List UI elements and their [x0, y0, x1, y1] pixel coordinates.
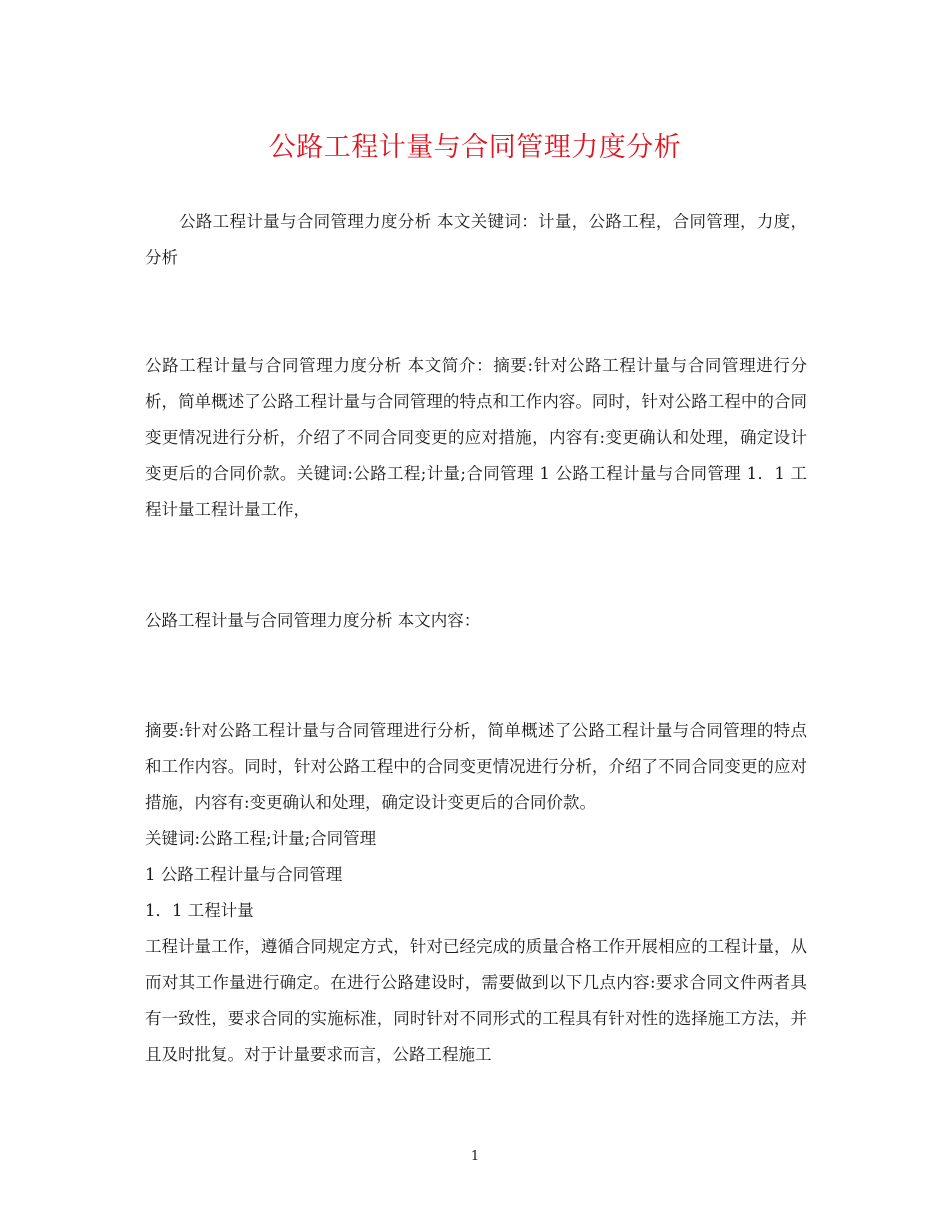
section-heading-1: 1 公路工程计量与合同管理 [145, 865, 343, 884]
section-heading-1-1: 1．1 工程计量 [145, 901, 254, 920]
intro-section [145, 348, 807, 528]
page-number: 1 [470, 1149, 480, 1164]
keywords-section [145, 204, 807, 276]
abstract-paragraph: 摘要:针对公路工程计量与合同管理进行分析，简单概述了公路工程计量与合同管理的特点和工作内容。同时，针对公路工程中的合同变更情况进行分析，介绍了不同合同变更的应对措施，内容有:变更确认和处理，确定设计变更后的合同价款。 [145, 721, 807, 812]
keywords-line: 关键词:公路工程;计量;合同管理 [145, 829, 377, 848]
keywords-paragraph: 公路工程计量与合同管理力度分析 本文关键词：计量，公路工程，合同管理，力度，分析 [145, 212, 807, 267]
intro-paragraph: 公路工程计量与合同管理力度分析 本文简介：摘要:针对公路工程计量与合同管理进行分析，简单概述了公路工程计量与合同管理的特点和工作内容。同时，针对公路工程中的合同变更情况进行分析，介绍了不同合同变更的应对措施，内容有:变更确认和处理，确定设计变更后的合同价款。关键词:公路工程;计量;合同管理 1 公路工程计量与合同管理 1．1 工程计量工程计量工作， [145, 356, 807, 519]
body-paragraph: 工程计量工作，遵循合同规定方式，针对已经完成的质量合格工作开展相应的工程计量，从而对其工作量进行确定。在进行公路建设时，需要做到以下几点内容:要求合同文件两者具有一致性，要求合同的实施标准，同时针对不同形式的工程具有针对性的选择施工方法，并且及时批复。对于计量要求而言，公路工程施工 [145, 937, 807, 1064]
content-label-section [145, 603, 807, 639]
body-section [145, 713, 807, 1073]
content-label: 公路工程计量与合同管理力度分析 本文内容： [145, 611, 481, 630]
document-title: 公路工程计量与合同管理力度分析 [268, 132, 682, 163]
